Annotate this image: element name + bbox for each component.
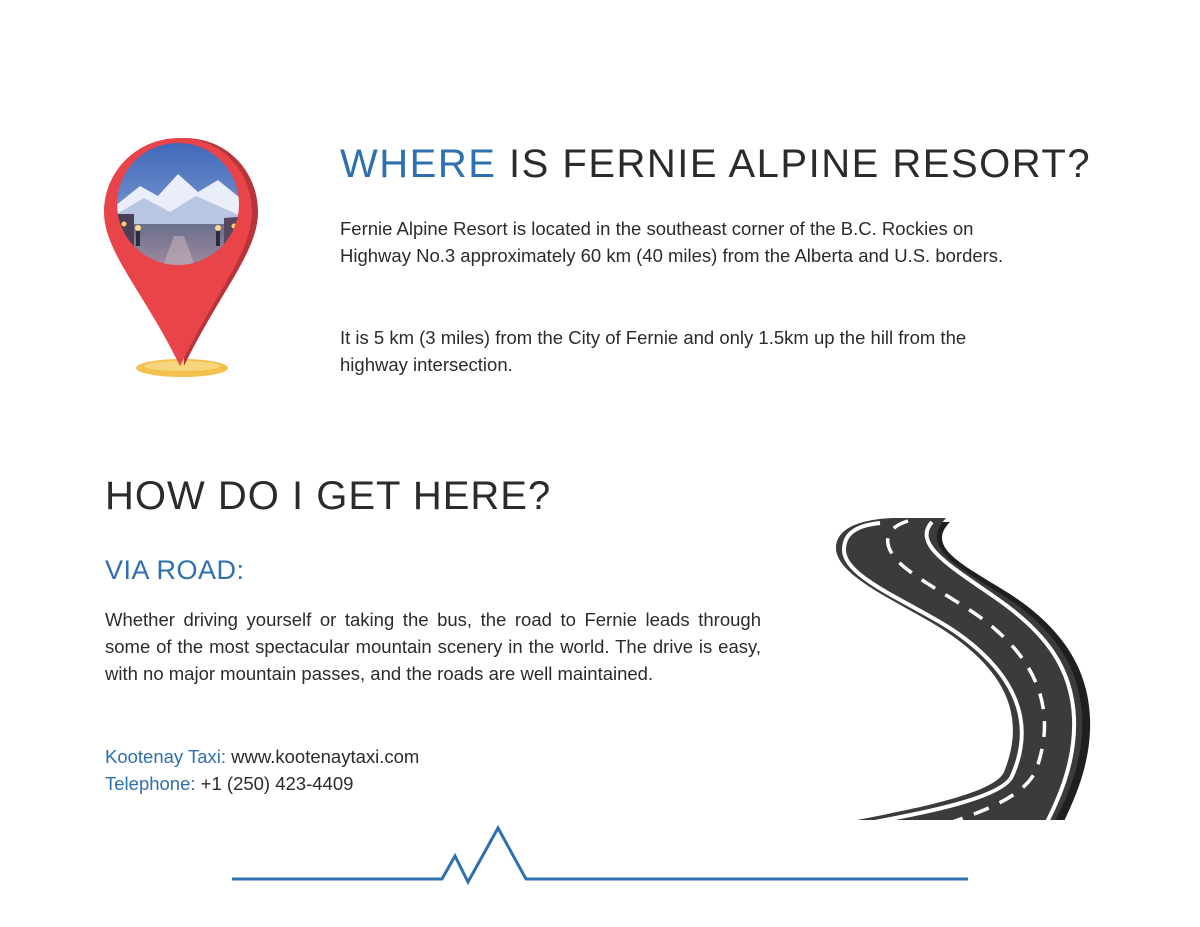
mountain-peak-divider [230, 822, 970, 886]
taxi-website-link[interactable]: www.kootenaytaxi.com [226, 746, 420, 767]
heading-highlight: WHERE [340, 142, 497, 186]
map-pin-icon [100, 132, 260, 382]
telephone-number: +1 (250) 423-4409 [195, 773, 354, 794]
heading-rest: IS FERNIE ALPINE RESORT? [496, 142, 1092, 186]
telephone-label: Telephone: [105, 773, 196, 794]
winding-road-illustration [800, 518, 1092, 822]
via-road-subheading: VIA ROAD: [105, 555, 245, 585]
taxi-contact [105, 743, 419, 770]
via-road-paragraph: Whether driving yourself or taking the bus, the road to Fernie leads through some of the most spectacular mountain scenery in the world. The drive is easy, with no major mountain passes, and the roads are well maintained. [105, 609, 761, 684]
taxi-label: Kootenay Taxi: [105, 746, 227, 767]
location-paragraph-2: It is 5 km (3 miles) from the City of Fernie and only 1.5km up the hill from the highway intersection. [340, 327, 967, 375]
telephone-contact [105, 770, 353, 797]
directions-heading: HOW DO I GET HERE? [105, 474, 552, 518]
location-paragraph-1: Fernie Alpine Resort is located in the southeast corner of the B.C. Rockies on Highway No.3 approximately 60 km (40 miles) from the Alberta and U.S. borders. [340, 218, 1004, 266]
location-heading [340, 142, 1091, 187]
